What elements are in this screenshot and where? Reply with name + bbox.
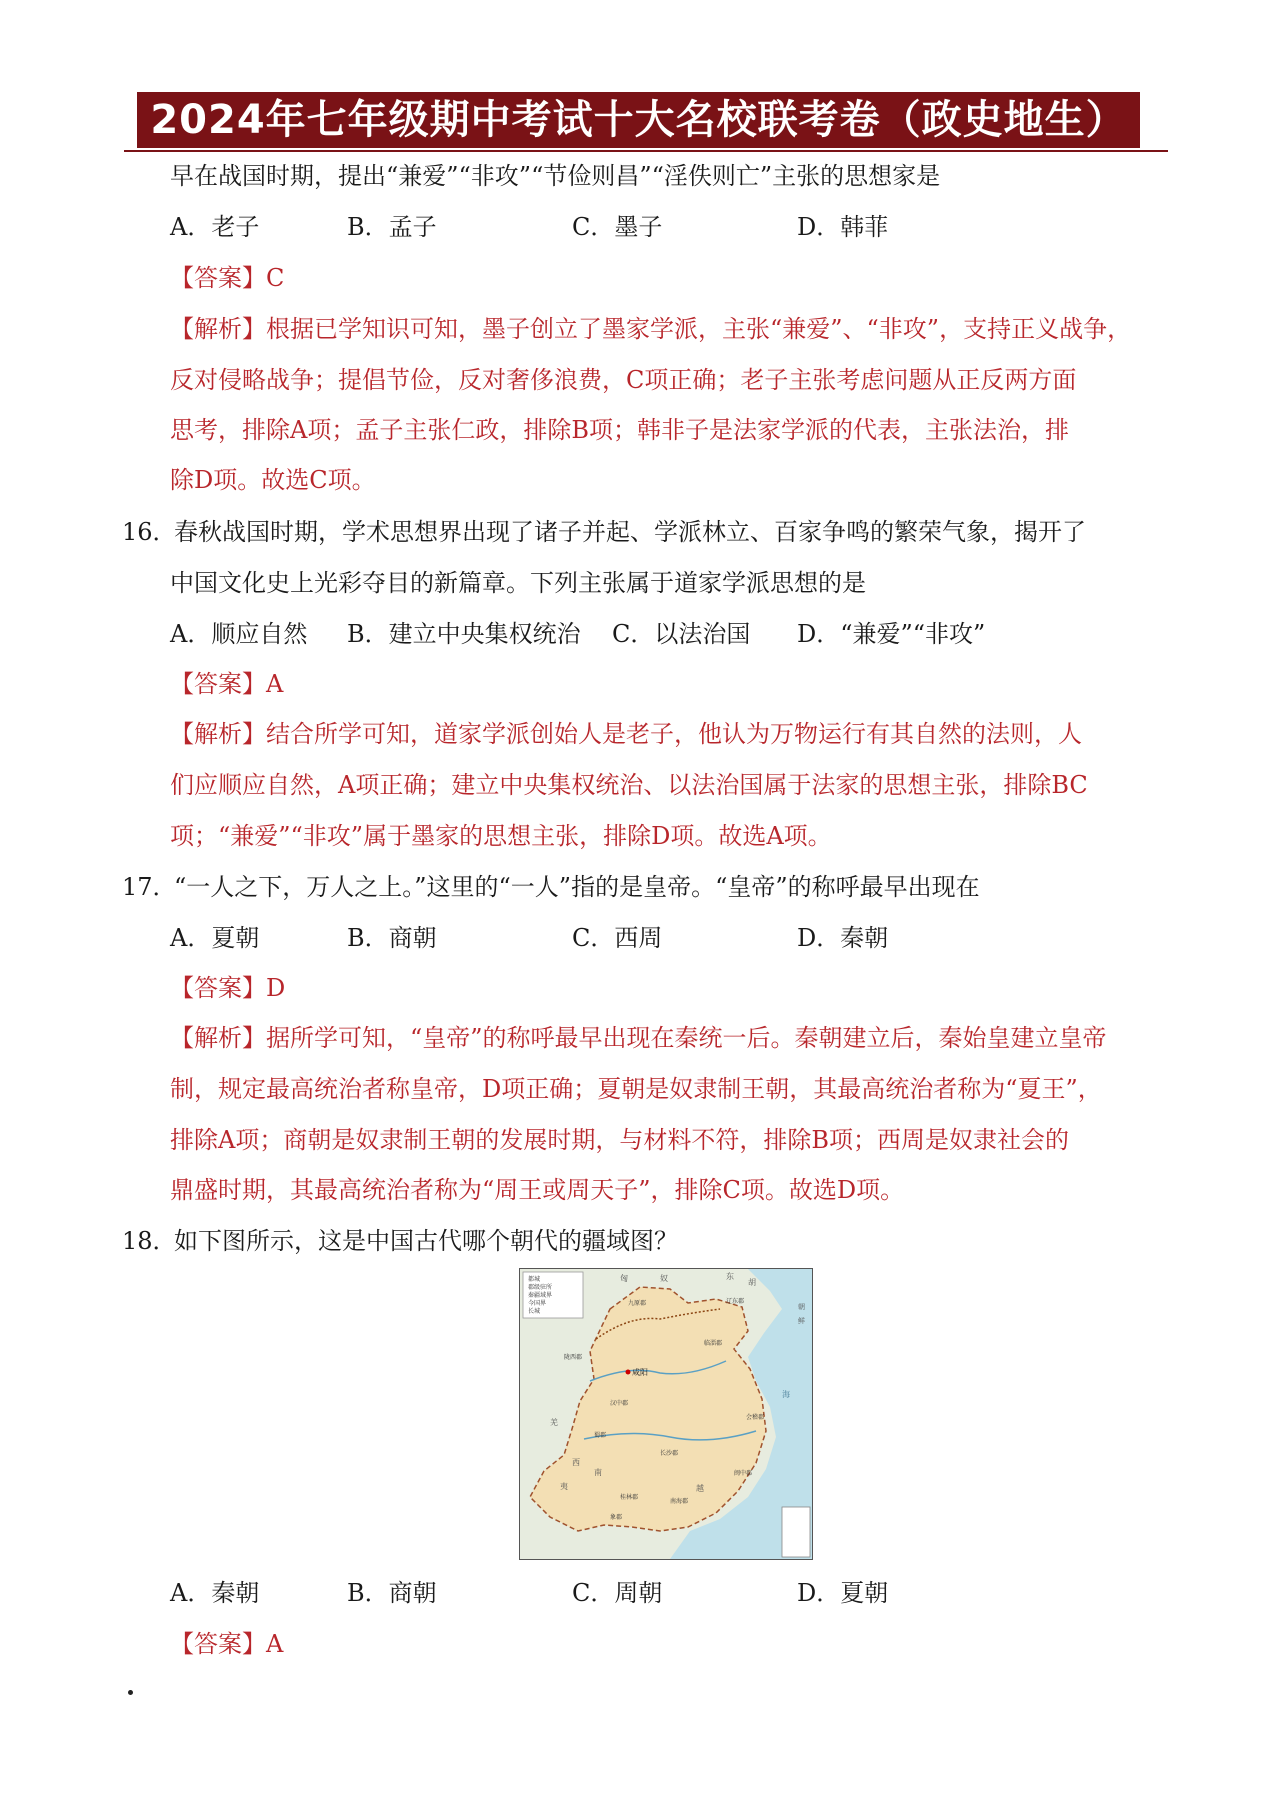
map-label: 夷: [560, 1482, 568, 1491]
map-label: 鲜: [798, 1317, 805, 1325]
map-label: 朝: [798, 1303, 805, 1311]
map-legend-item: 都城: [528, 1276, 541, 1283]
q17-analysis-line: 鼎盛时期，其最高统治者称为“周王或周天子”，排除C项。故选D项。: [170, 1176, 905, 1204]
map-label: 临淄郡: [704, 1340, 723, 1347]
q16-analysis-line: 【解析】结合所学可知，道家学派创始人是老子，他认为万物运行有其自然的法则，人: [170, 720, 1082, 748]
q17-analysis-line: 【解析】据所学可知，“皇帝”的称呼最早出现在秦统一后。秦朝建立后，秦始皇建立皇帝: [170, 1024, 1107, 1052]
q17-stem: “一人之下，万人之上。”这里的“一人”指的是皇帝。“皇帝”的称呼最早出现在: [174, 873, 980, 901]
map-label: 陇西郡: [564, 1354, 583, 1361]
q18-option-d: D．夏朝: [797, 1579, 889, 1607]
qin-territory-map: [519, 1268, 813, 1560]
q16-stem-line: 春秋战国时期，学术思想界出现了诸子并起、学派林立、百家争鸣的繁荣气象，揭开了: [174, 518, 1086, 546]
q15-option-a: A．老子: [170, 213, 260, 241]
map-legend-item: 长城: [528, 1308, 541, 1315]
q15-analysis-line: 思考，排除A项；孟子主张仁政，排除B项；韩非子是法家学派的代表，主张法治，排: [170, 416, 1069, 444]
map-legend-item: 今国界: [528, 1300, 547, 1307]
q18-number: 18．: [122, 1227, 177, 1255]
map-label: 东: [726, 1272, 734, 1281]
map-label: 南海郡: [670, 1498, 689, 1505]
q17-option-a: A．夏朝: [170, 924, 260, 952]
map-label: 会稽郡: [746, 1414, 765, 1421]
q16-analysis-line: 项；“兼爱”“非攻”属于墨家的思想主张，排除D项。故选A项。: [170, 822, 832, 850]
q16-number: 16．: [122, 518, 177, 546]
map-label: 西: [572, 1458, 580, 1467]
q17-analysis-line: 制，规定最高统治者称皇帝，D项正确；夏朝是奴隶制王朝，其最高统治者称为“夏王”，: [170, 1075, 1102, 1103]
q16-option-b: B．建立中央集权统治: [347, 620, 581, 648]
map-label: 胡: [748, 1278, 756, 1287]
q15-option-c: C．墨子: [572, 213, 663, 241]
map-label: 海: [782, 1390, 790, 1399]
q18-option-a: A．秦朝: [170, 1579, 260, 1607]
map-legend-item: 秦疆域界: [528, 1292, 553, 1299]
q15-option-b: B．孟子: [347, 213, 437, 241]
q15-answer: 【答案】C: [170, 264, 285, 292]
q17-answer: 【答案】D: [170, 974, 286, 1002]
map-label: 长沙郡: [660, 1450, 679, 1457]
map-label: 象郡: [610, 1514, 623, 1521]
q17-analysis-line: 排除A项；商朝是奴隶制王朝的发展时期，与材料不符，排除B项；西周是奴隶社会的: [170, 1126, 1069, 1154]
q18-option-b: B．商朝: [347, 1579, 437, 1607]
page-title-banner: 2024年七年级期中考试十大名校联考卷（政史地生）: [137, 92, 1140, 148]
map-label: 羌: [550, 1418, 558, 1427]
map-label: 九原郡: [628, 1300, 647, 1307]
map-label: 闽中郡: [734, 1470, 753, 1477]
q16-option-a: A．顺应自然: [170, 620, 308, 648]
map-label: 南: [594, 1468, 602, 1477]
map-label: 匈: [620, 1274, 628, 1283]
map-label: 咸阳: [632, 1368, 648, 1377]
capital-marker: [626, 1370, 631, 1375]
q18-stem: 如下图所示，这是中国古代哪个朝代的疆域图？: [174, 1227, 678, 1255]
map-label: 辽东郡: [726, 1298, 745, 1305]
q18-option-c: C．周朝: [572, 1579, 663, 1607]
q16-stem-line: 中国文化史上光彩夺目的新篇章。下列主张属于道家学派思想的是: [170, 569, 866, 597]
map-legend-item: 郡级驻所: [528, 1284, 553, 1291]
q18-answer: 【答案】A: [170, 1630, 284, 1658]
q15-analysis-line: 反对侵略战争；提倡节俭，反对奢侈浪费，C项正确；老子主张考虑问题从正反两方面: [170, 366, 1077, 394]
q17-option-b: B．商朝: [347, 924, 437, 952]
q16-analysis-line: 们应顺应自然，A项正确；建立中央集权统治、以法治国属于法家的思想主张，排除BC: [170, 771, 1088, 799]
q17-number: 17．: [122, 873, 177, 901]
q17-option-d: D．秦朝: [797, 924, 889, 952]
q15-stem: 早在战国时期，提出“兼爱”“非攻”“节俭则昌”“淫佚则亡”主张的思想家是: [170, 162, 941, 190]
q15-option-d: D．韩菲: [797, 213, 889, 241]
map-label: 桂林郡: [620, 1494, 639, 1501]
map-label: 越: [696, 1484, 704, 1493]
q15-analysis-line: 【解析】根据已学知识可知，墨子创立了墨家学派，主张“兼爱”、“非攻”，支持正义战争，: [170, 315, 1132, 343]
map-label: 汉中郡: [610, 1400, 629, 1407]
q16-option-d: D．“兼爱”“非攻”: [797, 620, 986, 648]
q15-analysis-line: 除D项。故选C项。: [170, 466, 376, 494]
q17-option-c: C．西周: [572, 924, 663, 952]
map-label: 蜀郡: [594, 1432, 607, 1439]
map-inset: [782, 1507, 810, 1557]
q16-answer: 【答案】A: [170, 670, 284, 698]
map-label: 奴: [660, 1274, 668, 1283]
page-dot: [128, 1690, 133, 1695]
title-rule: [124, 150, 1168, 152]
q16-option-c: C．以法治国: [612, 620, 751, 648]
